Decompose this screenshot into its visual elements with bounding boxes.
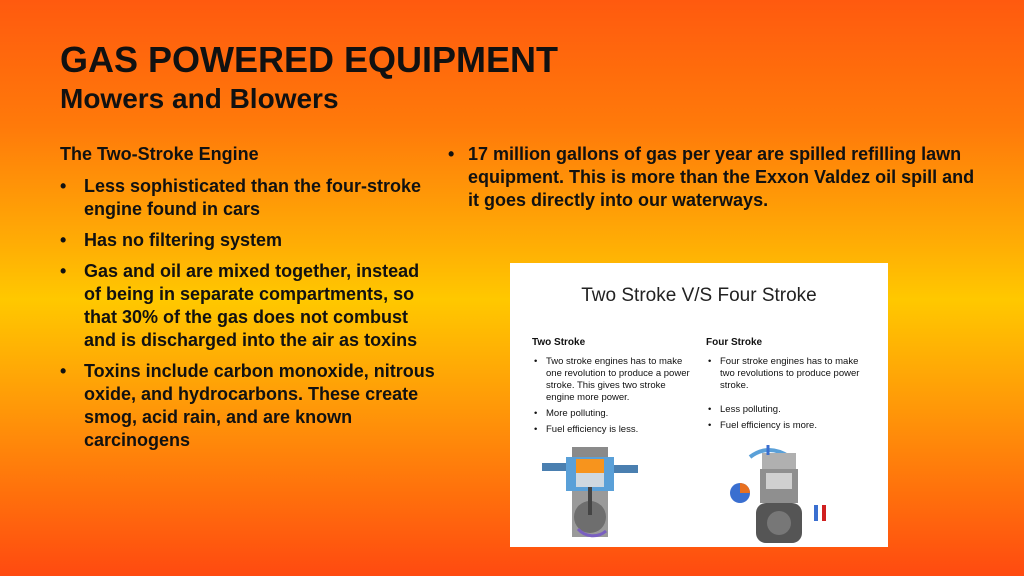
four-stroke-column [706,337,866,436]
two-stroke-engine-diagram [532,443,652,545]
intake-port [614,465,638,473]
list-item: • More polluting. [534,408,609,419]
two-stroke-heading: The Two-Stroke Engine [60,144,259,164]
bullet-icon: • [60,361,67,381]
piston [576,473,604,487]
thermometer-icon [822,505,826,521]
bullet-icon: • [60,261,67,281]
list-item: • Fuel efficiency is less. [534,424,639,435]
list-item: • Toxins include carbon monoxide, nitrous oxide, and hydrocarbons. These create smog, acid rain, and are known carcinogens [60,361,435,450]
four-stroke-engine-diagram [710,439,850,545]
bullet-icon: • [708,404,712,415]
list-item: • Two stroke engines has to make one revolution to produce a power stroke. This gives two stroke engine more power. [534,356,690,403]
comparison-figure [510,263,888,547]
slide-subtitle: Mowers and Blowers [60,83,339,114]
piston [766,473,792,489]
spill-fact [448,143,988,212]
list-item: • Less polluting. [708,404,781,415]
cylinder-head [762,453,796,469]
two-stroke-column-heading: Two Stroke [532,337,586,348]
list-item: • Fuel efficiency is more. [708,420,817,431]
bullet-icon: • [708,420,712,431]
combustion-chamber [576,459,604,473]
thermometer-icon [814,505,818,521]
left-column [60,143,440,460]
exhaust-port [542,463,566,471]
bullet-icon: • [60,176,67,196]
crankshaft [767,511,791,535]
four-stroke-column-heading: Four Stroke [706,337,763,348]
list-item: • Gas and oil are mixed together, instead of being in separate compartments, so that 30% of the gas does not combust and is discharged into the air as toxins [60,261,420,350]
figure-title: Two Stroke V/S Four Stroke [581,285,817,306]
bullet-icon: • [534,408,538,419]
two-stroke-bullet-list [60,175,440,452]
bullet-icon: • [60,230,67,250]
list-item: • Has no filtering system [60,230,283,250]
list-item: • Four stroke engines has to make two revolutions to produce power stroke. [708,356,860,391]
bullet-icon: • [708,356,712,367]
list-item: • Less sophisticated than the four-stroke engine found in cars [60,176,422,219]
cylinder-head [572,447,608,457]
spill-fact-text: 17 million gallons of gas per year are spilled refilling lawn equipment. This is more than the Exxon Valdez oil spill and it goes directly into our waterways. [468,144,975,210]
bullet-icon: • [534,424,538,435]
two-stroke-column [532,337,692,440]
slide-title: GAS POWERED EQUIPMENT [60,39,559,80]
bullet-icon: • [448,144,455,164]
bullet-icon: • [534,356,538,367]
